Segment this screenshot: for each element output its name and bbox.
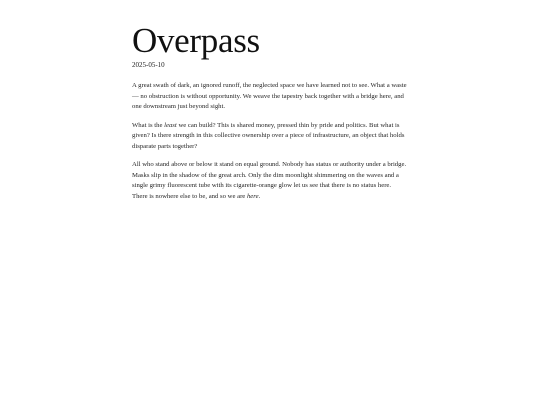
post-article [132,22,408,202]
paragraph-2-emphasis: least [164,121,177,129]
paragraph-3-emphasis: here [246,192,259,200]
paragraph-3-text-start: All who stand above or below it stand on equal ground. Nobody has status or authority under a bridge. Masks slip in the shadow of the great arch. Only the dim moonlight shimmering on the waves and a single grimy fluorescent tube with its cigarette-orange glow let us see that there is no status here. There is nowhere else to be, and so we are [132,161,407,200]
paragraph-2-text-end: we can build? This is shared money, pressed thin by pride and politics. But what is given? Is there strength in this collective ownership over a piece of infrastructure, an object that holds disparate parts together? [132,121,405,150]
paragraph-1: A great swath of dark, an ignored runoff, the neglected space we have learned not to see. What a waste — no obstruction is without opportunity. We weave the tapestry back together with a bridge here, and one downstream just beyond sight. [132,82,407,110]
paragraph-3-text-end: . [258,192,261,200]
paragraph-3 [132,160,408,202]
post-date: 2025-05-10 [132,61,165,69]
paragraph-2 [132,121,408,153]
paragraph-2-text-start: What is the [132,121,165,129]
post-title: Overpass [132,21,260,60]
